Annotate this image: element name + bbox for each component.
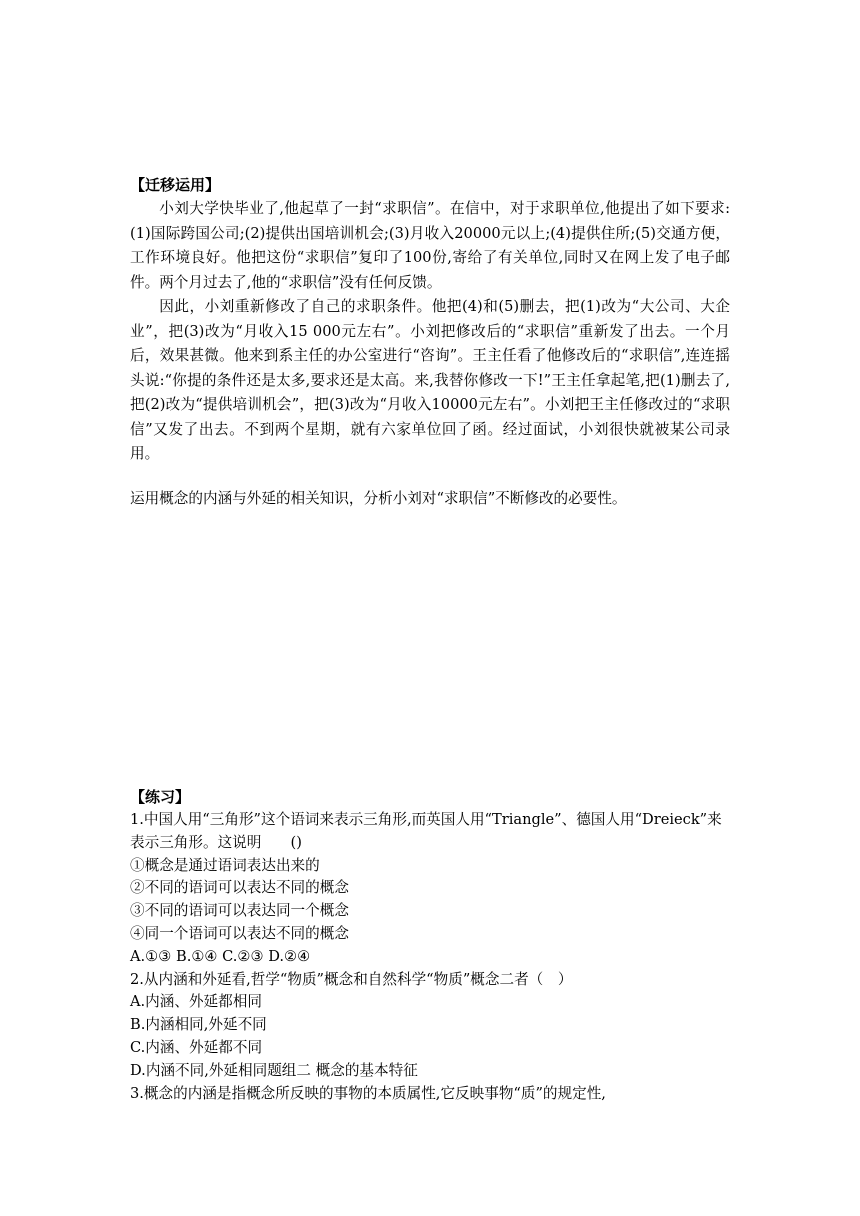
story-paragraph-2: 因此，小刘重新修改了自己的求职条件。他把(4)和(5)删去，把(1)改为“大公司、大企业”，把(3)改为“月收入15 000元左右”。小刘把修改后的“求职信”重新发了出去。一个月后，效果甚微。他来到系主任的办公室进行“咨询”。王主任看了他修改后的“求职信”,连连摇头说:“你提的条件还是太多,要求还是太高。来,我替你修改一下!”王主任拿起笔,把(1)删去了,把(2)改为“提供培训机会”，把(3)改为“月收入10000元左右”。小刘把王主任修改过的“求职信”又发了出去。不到两个星期，就有六家单位回了函。经过面试，小刘很快就被某公司录用。 (130, 298, 730, 462)
question-2-option: B.内涵相同,外延不同 (130, 1016, 267, 1034)
question-2-option: C.内涵、外延都不同 (130, 1038, 263, 1056)
question-1-option: ②不同的语词可以表达不同的概念 (130, 879, 349, 897)
question-2-option: D.内涵不同,外延相同题组二 概念的基本特征 (130, 1061, 418, 1079)
question-1-option: ③不同的语词可以表达同一个概念 (130, 902, 349, 920)
question-1-option: ④同一个语词可以表达不同的概念 (130, 924, 349, 942)
question-2-stem: 2.从内涵和外延看,哲学“物质”概念和自然科学“物质”概念二者（ ） (130, 970, 573, 988)
practice-section (130, 786, 730, 1105)
question-3-stem: 3.概念的内涵是指概念所反映的事物的本质属性,它反映事物“质”的规定性, (130, 1084, 606, 1102)
section-heading-practice: 【练习】 (130, 788, 191, 806)
analysis-question: 运用概念的内涵与外延的相关知识，分析小刘对“求职信”不断修改的必要性。 (130, 490, 627, 507)
question-1-stem: 1.中国人用“三角形”这个语词来表示三角形,而英国人用“Triangle”、德国人用“Dreieck”来表示三角形。这说明 () (130, 811, 722, 851)
section-heading-transfer: 【迁移运用】 (130, 176, 221, 194)
question-1-choices: A.①③ B.①④ C.②③ D.②④ (130, 947, 311, 965)
transfer-section (130, 174, 730, 467)
question-2-option: A.内涵、外延都相同 (130, 993, 262, 1011)
question-1-option: ①概念是通过语词表达出来的 (130, 856, 320, 874)
transfer-question (130, 488, 770, 511)
story-paragraph-1: 小刘大学快毕业了,他起草了一封“求职信”。在信中，对于求职单位,他提出了如下要求:(1)国际跨国公司;(2)提供出国培训机会;(3)月收入20000元以上;(4)提供住所;(5)交通方便，工作环境良好。他把这份“求职信”复印了100份,寄给了有关单位,同时又在网上发了电子邮件。两个月过去了,他的“求职信”没有任何反馈。 (130, 200, 730, 291)
